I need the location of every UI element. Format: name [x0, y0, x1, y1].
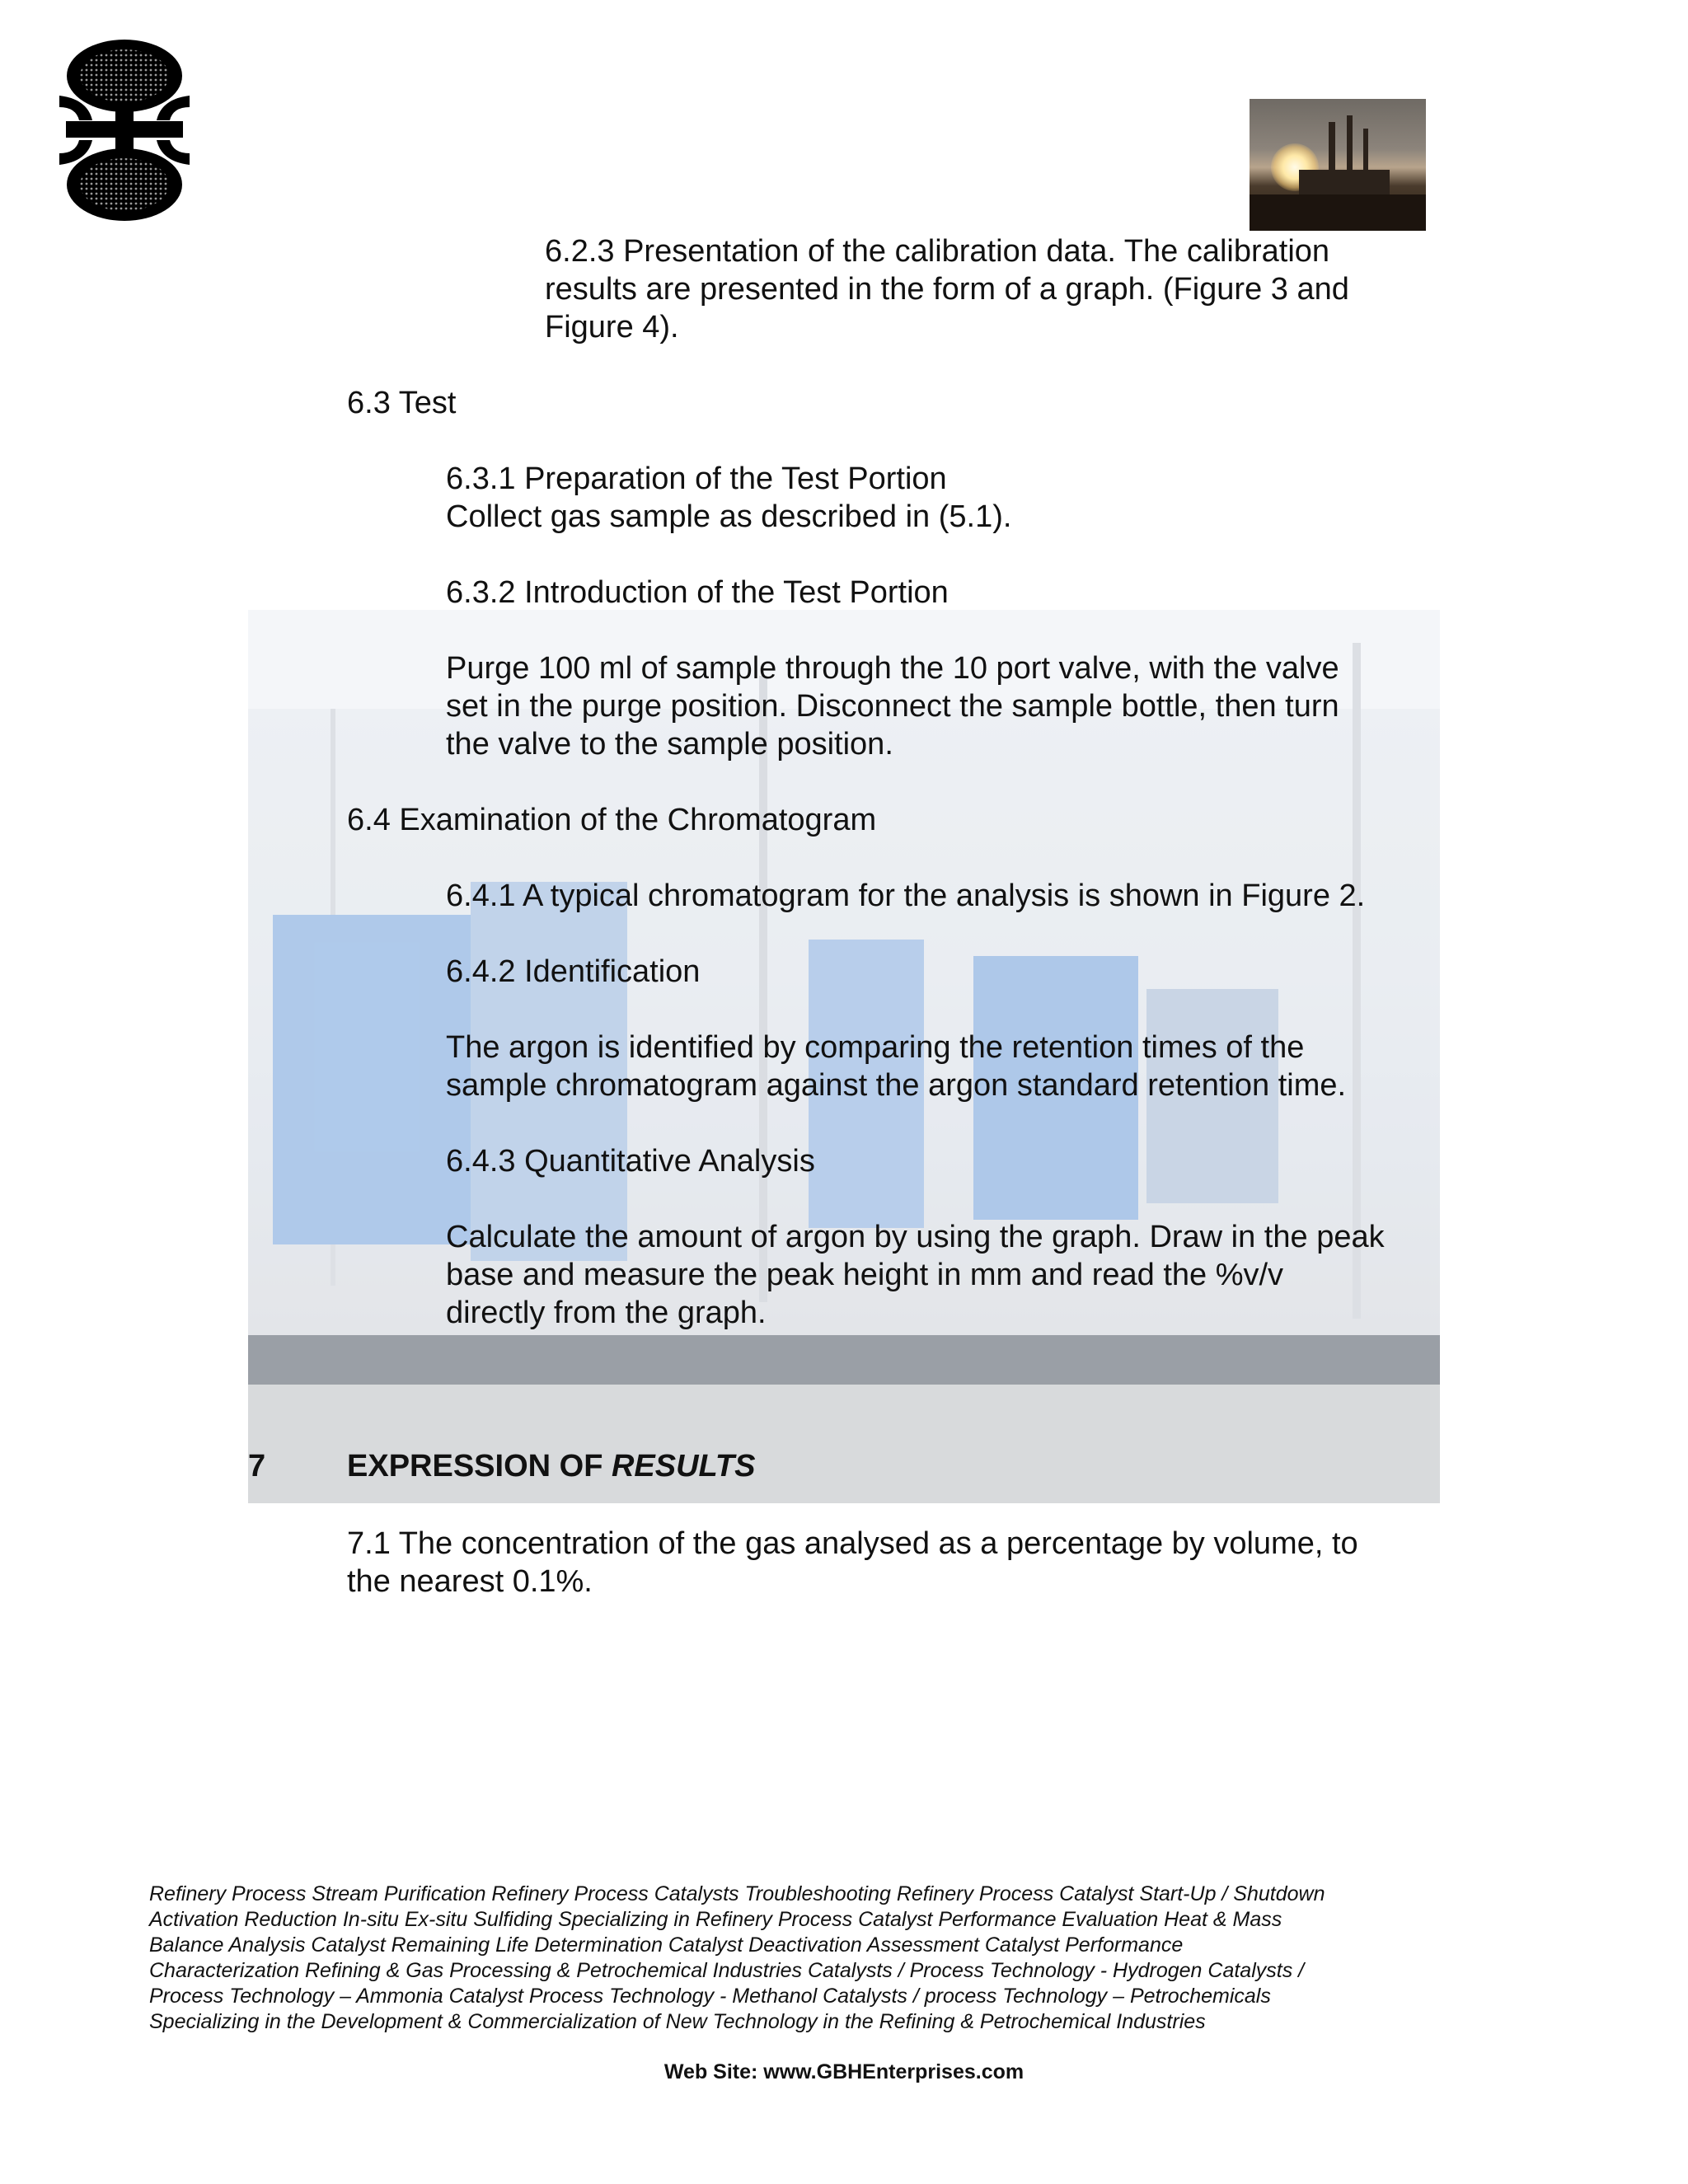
paragraph-line: The argon is identified by comparing the retention times of the	[446, 1030, 1305, 1065]
paragraph-line: directly from the graph.	[446, 1296, 767, 1330]
paragraph-line: 6.2.3 Presentation of the calibration data. The calibration	[545, 234, 1330, 269]
refinery-photo	[1250, 99, 1426, 231]
footer-line: Activation Reduction In-situ Ex-situ Sulfiding Specializing in Refinery Process Catalyst Performance Evaluation Heat & Mass	[149, 1908, 1282, 1931]
ground	[1250, 194, 1426, 231]
section-heading: 6.4 Examination of the Chromatogram	[347, 803, 877, 837]
paragraph-line: 7.1 The concentration of the gas analysed as a percentage by volume, to	[347, 1526, 1358, 1561]
section-title-plain: EXPRESSION OF	[347, 1449, 612, 1483]
website-link[interactable]: Web Site: www.GBHEnterprises.com	[663, 2060, 1025, 2083]
paragraph-line: base and measure the peak height in mm and read the %v/v	[446, 1258, 1284, 1292]
paragraph-line: Collect gas sample as described in (5.1).	[446, 499, 1012, 534]
subsection-heading: 6.3.1 Preparation of the Test Portion	[446, 462, 947, 496]
section-title	[347, 1449, 756, 1484]
paragraph-line: the nearest 0.1%.	[347, 1564, 593, 1599]
footer-line: Characterization Refining & Gas Processing & Petrochemical Industries Catalysts / Process Technology - Hydrogen Catalysts /	[149, 1959, 1305, 1982]
paragraph-line: set in the purge position. Disconnect the sample bottle, then turn	[446, 689, 1339, 724]
footer-line: Specializing in the Development & Commercialization of New Technology in the Refining & Petrochemical Industries	[149, 2010, 1206, 2033]
paragraph-line: the valve to the sample position.	[446, 727, 893, 762]
paragraph-line: Figure 4).	[545, 310, 679, 344]
section-title-italic: RESULTS	[611, 1449, 756, 1483]
subsection-heading: 6.4.3 Quantitative Analysis	[446, 1144, 815, 1179]
footer-line: Process Technology – Ammonia Catalyst Process Technology - Methanol Catalysts / process Technology – Petrochemicals	[149, 1985, 1271, 2008]
paragraph-line: 6.4.1 A typical chromatogram for the analysis is shown in Figure 2.	[446, 879, 1366, 913]
section-heading: 6.3 Test	[347, 386, 457, 420]
footer-line: Refinery Process Stream Purification Refinery Process Catalysts Troubleshooting Refinery Process Catalyst Start-Up / Shutdown	[149, 1882, 1325, 1905]
company-logo	[54, 38, 195, 223]
section-number: 7	[248, 1449, 266, 1483]
footer-text	[149, 1882, 1435, 2035]
paragraph-line: results are presented in the form of a graph. (Figure 3 and	[545, 272, 1349, 307]
footer-line: Balance Analysis Catalyst Remaining Life Determination Catalyst Deactivation Assessment Catalyst Performance	[149, 1933, 1184, 1957]
subsection-heading: 6.4.2 Identification	[446, 954, 701, 989]
paragraph-line: sample chromatogram against the argon standard retention time.	[446, 1068, 1347, 1103]
paragraph-line: Calculate the amount of argon by using the graph. Draw in the peak	[446, 1220, 1385, 1254]
subsection-heading: 6.3.2 Introduction of the Test Portion	[446, 575, 949, 610]
paragraph-line: Purge 100 ml of sample through the 10 port valve, with the valve	[446, 651, 1339, 686]
